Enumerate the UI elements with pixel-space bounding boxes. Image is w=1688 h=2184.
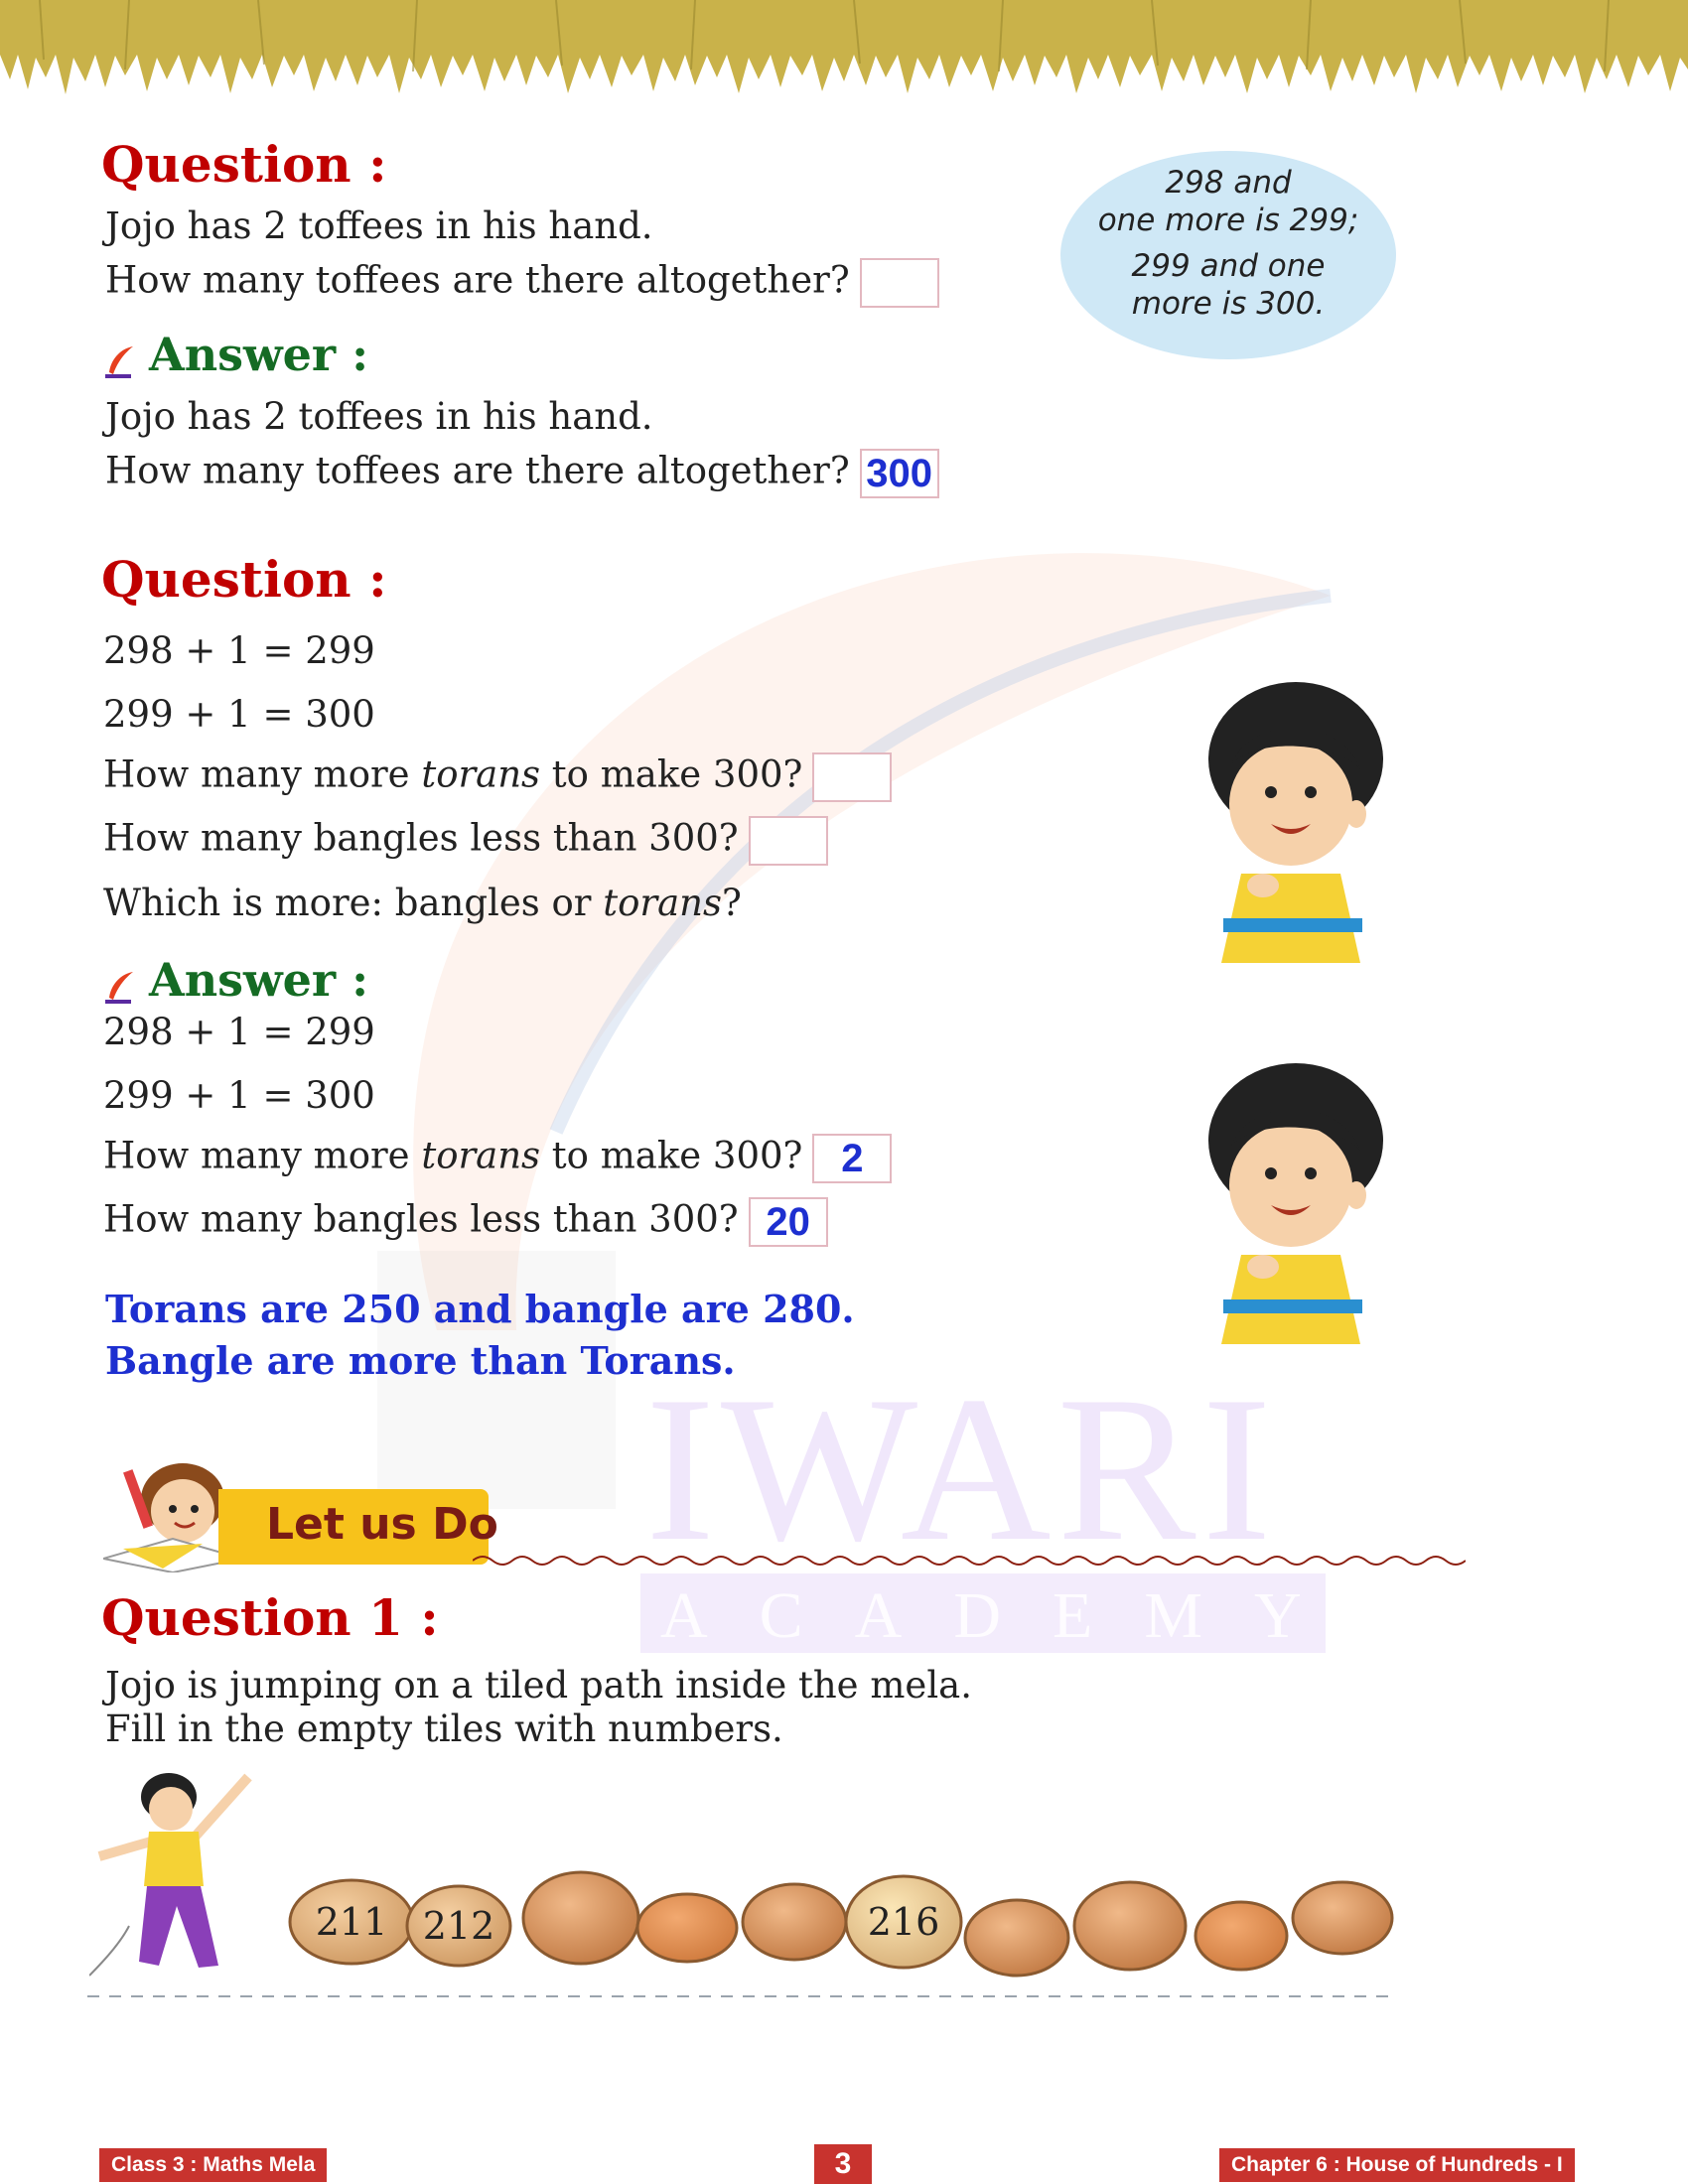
svg-text:211: 211 (315, 1900, 388, 1944)
tile[interactable] (846, 1876, 961, 1968)
question-line: Jojo is jumping on a tiled path inside the mela. (105, 1664, 972, 1706)
question-line: Which is more: bangles or torans? (103, 882, 742, 924)
equation: 299 + 1 = 300 (103, 693, 375, 736)
answer-line: Jojo has 2 toffees in his hand. (105, 395, 653, 438)
question-heading: Question 1 : (101, 1588, 439, 1647)
answer-input-box[interactable] (860, 258, 939, 308)
watermark-text: IWARI (645, 1354, 1278, 1584)
tile[interactable] (965, 1900, 1068, 1976)
question-heading: Question : (101, 550, 387, 609)
answer-input-box[interactable] (749, 816, 828, 866)
tile[interactable] (290, 1880, 413, 1964)
tile[interactable] (743, 1884, 846, 1960)
answer-line: How many bangles less than 300? 20 (103, 1197, 828, 1247)
answer-value-box: 20 (749, 1197, 828, 1247)
svg-text:216: 216 (867, 1900, 940, 1944)
svg-text:212: 212 (422, 1904, 495, 1948)
tile[interactable] (523, 1872, 638, 1964)
dashed-ground-line (87, 1993, 1398, 1999)
answer-heading: Answer : (103, 328, 368, 381)
tile[interactable] (1196, 1902, 1287, 1970)
question-line: How many bangles less than 300? (103, 816, 828, 866)
answer-line: How many more torans to make 300? 2 (103, 1134, 892, 1183)
question-heading: Question : (101, 135, 387, 194)
question-line (105, 258, 939, 308)
tile[interactable] (1293, 1882, 1392, 1954)
tile[interactable] (637, 1894, 737, 1962)
answer-heading: Answer : (103, 953, 368, 1007)
footer-chapter-label: Chapter 6 : House of Hundreds - I (1219, 2148, 1575, 2182)
equation: 298 + 1 = 299 (103, 1011, 375, 1053)
tile[interactable] (407, 1886, 510, 1966)
tiled-path (278, 1866, 1410, 1995)
tile[interactable] (1074, 1882, 1186, 1970)
page-number: 3 (814, 2144, 872, 2184)
answer-input-box[interactable] (812, 752, 892, 802)
equation: 299 + 1 = 300 (103, 1074, 375, 1117)
quill-pen-icon (103, 340, 137, 377)
thought-bubble-text: 298 and one more is 299; 299 and one more is 300. (1097, 165, 1359, 322)
jumping-boy-illustration (89, 1757, 268, 1985)
quill-pen-icon (103, 965, 137, 1003)
answer-value-box: 2 (812, 1134, 892, 1183)
answer-conclusion: Bangle are more than Torans. (105, 1338, 736, 1383)
question-text: How many toffees are there altogether? (105, 258, 850, 302)
wavy-divider (473, 1551, 1466, 1570)
grass-header-decoration (0, 0, 1688, 109)
question-line: Jojo has 2 toffees in his hand. (105, 205, 653, 247)
question-line: How many more torans to make 300? (103, 752, 892, 802)
answer-value-box: 300 (860, 449, 939, 498)
equation: 298 + 1 = 299 (103, 629, 375, 672)
boy-thinking-illustration (1192, 1056, 1400, 1344)
footer-class-label: Class 3 : Maths Mela (99, 2148, 327, 2182)
answer-conclusion: Torans are 250 and bangle are 280. (105, 1287, 855, 1331)
answer-line: How many toffees are there altogether? 300 (105, 449, 939, 498)
boy-thinking-illustration (1192, 675, 1400, 963)
let-us-do-title: Let us Do (266, 1499, 498, 1550)
watermark-subtext: ACADEMY (660, 1579, 1353, 1652)
question-line: Fill in the empty tiles with numbers. (105, 1707, 783, 1750)
